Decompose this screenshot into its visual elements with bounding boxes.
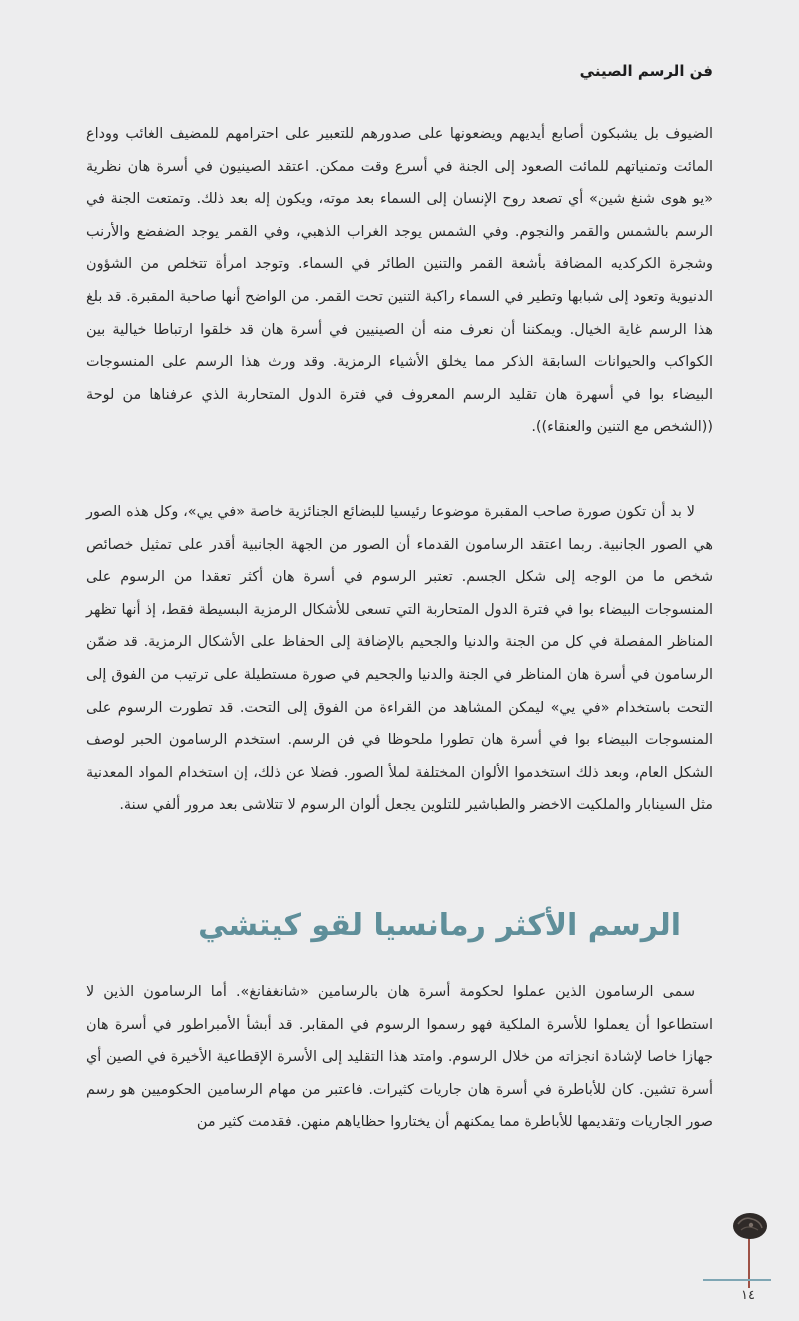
running-header: فن الرسم الصيني: [579, 62, 713, 80]
seal-ornament-icon: [730, 1210, 770, 1290]
paragraph-text: سمى الرسامون الذين عملوا لحكومة أسرة هان بالرسامين «شانغفانغ». أما الرسامون الذين لا استطاعوا أن يعملوا للأسرة الملكية فهو رسموا الرسوم في المقابر. قد أبشأ الأمبراطور في أسرة هان جهازا خاصا لإشادة انجزاته من خلال الرسوم. وامتد هذا التقليد إلى الأسرة الإقطاعية الأخيرة في الصين أي أسرة تشين. كان للأباطرة في أسرة هان جاريات كثيرات. فاعتبر من مهام الرسامين الحكوميين هو رسم صور الجاريات وتقديمها للأباطرة مما يمكنهم أن يختاروا حظاياهم منهن. فقدمت كثير من: [86, 984, 713, 1131]
footer-rule: [703, 1279, 771, 1281]
paragraph-3: [86, 976, 713, 1139]
section-heading: الرسم الأكثر رمانسيا لقو كيتشي: [198, 908, 681, 943]
paragraph-2: [86, 496, 713, 822]
paragraph-1: [86, 118, 713, 444]
paragraph-text: الضيوف بل يشبكون أصابع أيديهم ويضعونها على صدورهم للتعبير على احترامهم للمضيف الغائب ووداع المائت وتمنياتهم للمائت الصعود إلى الجنة في أسرع وقت ممكن. اعتقد الصينيون في أسرة هان نظرية «يو هوى شنغ شين» أي تصعد روح الإنسان إلى السماء بعد موته، ويكون إله بعد ذلك. وتمتعت الجنة في الرسم بالشمس والقمر والنجوم. وفي الشمس يوجد الغراب الذهبي، وفي القمر يوجد الضفضع والأرنب وشجرة الكركديه المضافة بأشعة القمر والتنين الطائر في السماء. وتوجد امرأة تتخلص من الشؤون الدنيوية وتعود إلى شبابها وتطير في السماء راكبة التنين تحت القمر. من الواضح أنها صاحبة المقبرة. قد بلغ هذا الرسم غاية الخيال. ويمكننا أن نعرف منه أن الصينيين في أسرة هان قد خلقوا ارتباطا خيالية بين الكواكب والحيوانات السابقة الذكر مما يخلق الأشياء الرمزية. وقد ورث هذا الرسم على المنسوجات البيضاء بوا في أسهرة هان تقليد الرسم المعروف في فترة الدول المتحاربة الذي عرفناها من لوحة ((الشخص مع التنين والعنقاء)).: [86, 126, 713, 436]
paragraph-text: لا بد أن تكون صورة صاحب المقبرة موضوعا رئيسيا للبضائع الجنائزية خاصة «في يي»، وكل هذه الصور هي الصور الجانبية. ربما اعتقد الرسامون القدماء أن الصور من الجهة الجانبية أقدر على تمثيل خصائص شخص ما من الوجه إلى شكل الجسم. تعتبر الرسوم في أسرة هان أكثر تعقدا من الرسوم على المنسوجات البيضاء بوا في فترة الدول المتحاربة التي تسعى للأشكال الرمزية البسيطة فقط، إذ أنها تظهر المناظر المفصلة في كل من الجنة والدنيا والجحيم بالإضافة إلى الحفاظ على الأشكال الرمزية. قد ضمّن الرسامون في أسرة هان المناظر في الجنة والدنيا والجحيم في صورة مستطيلة على ترتيب من الفوق إلى التحت باستخدام «في يي» ليمكن المشاهد من القراءة من الفوق إلى التحت. قد تطورت الرسوم على المنسوجات البيضاء بوا في أسرة هان تطورا ملحوظا في فن الرسم. استخدم الرسامون الحبر لوصف الشكل العام، وبعد ذلك استخدموا الألوان المختلفة لملأ الصور. فضلا عن ذلك، إن استخدام المواد المعدنية مثل السينابار والملكيت الاخضر والطباشير للتلوين يجعل ألوان الرسوم لا تتلاشى بعد مرور ألفي سنة.: [86, 504, 713, 814]
page-number: ١٤: [741, 1288, 755, 1303]
